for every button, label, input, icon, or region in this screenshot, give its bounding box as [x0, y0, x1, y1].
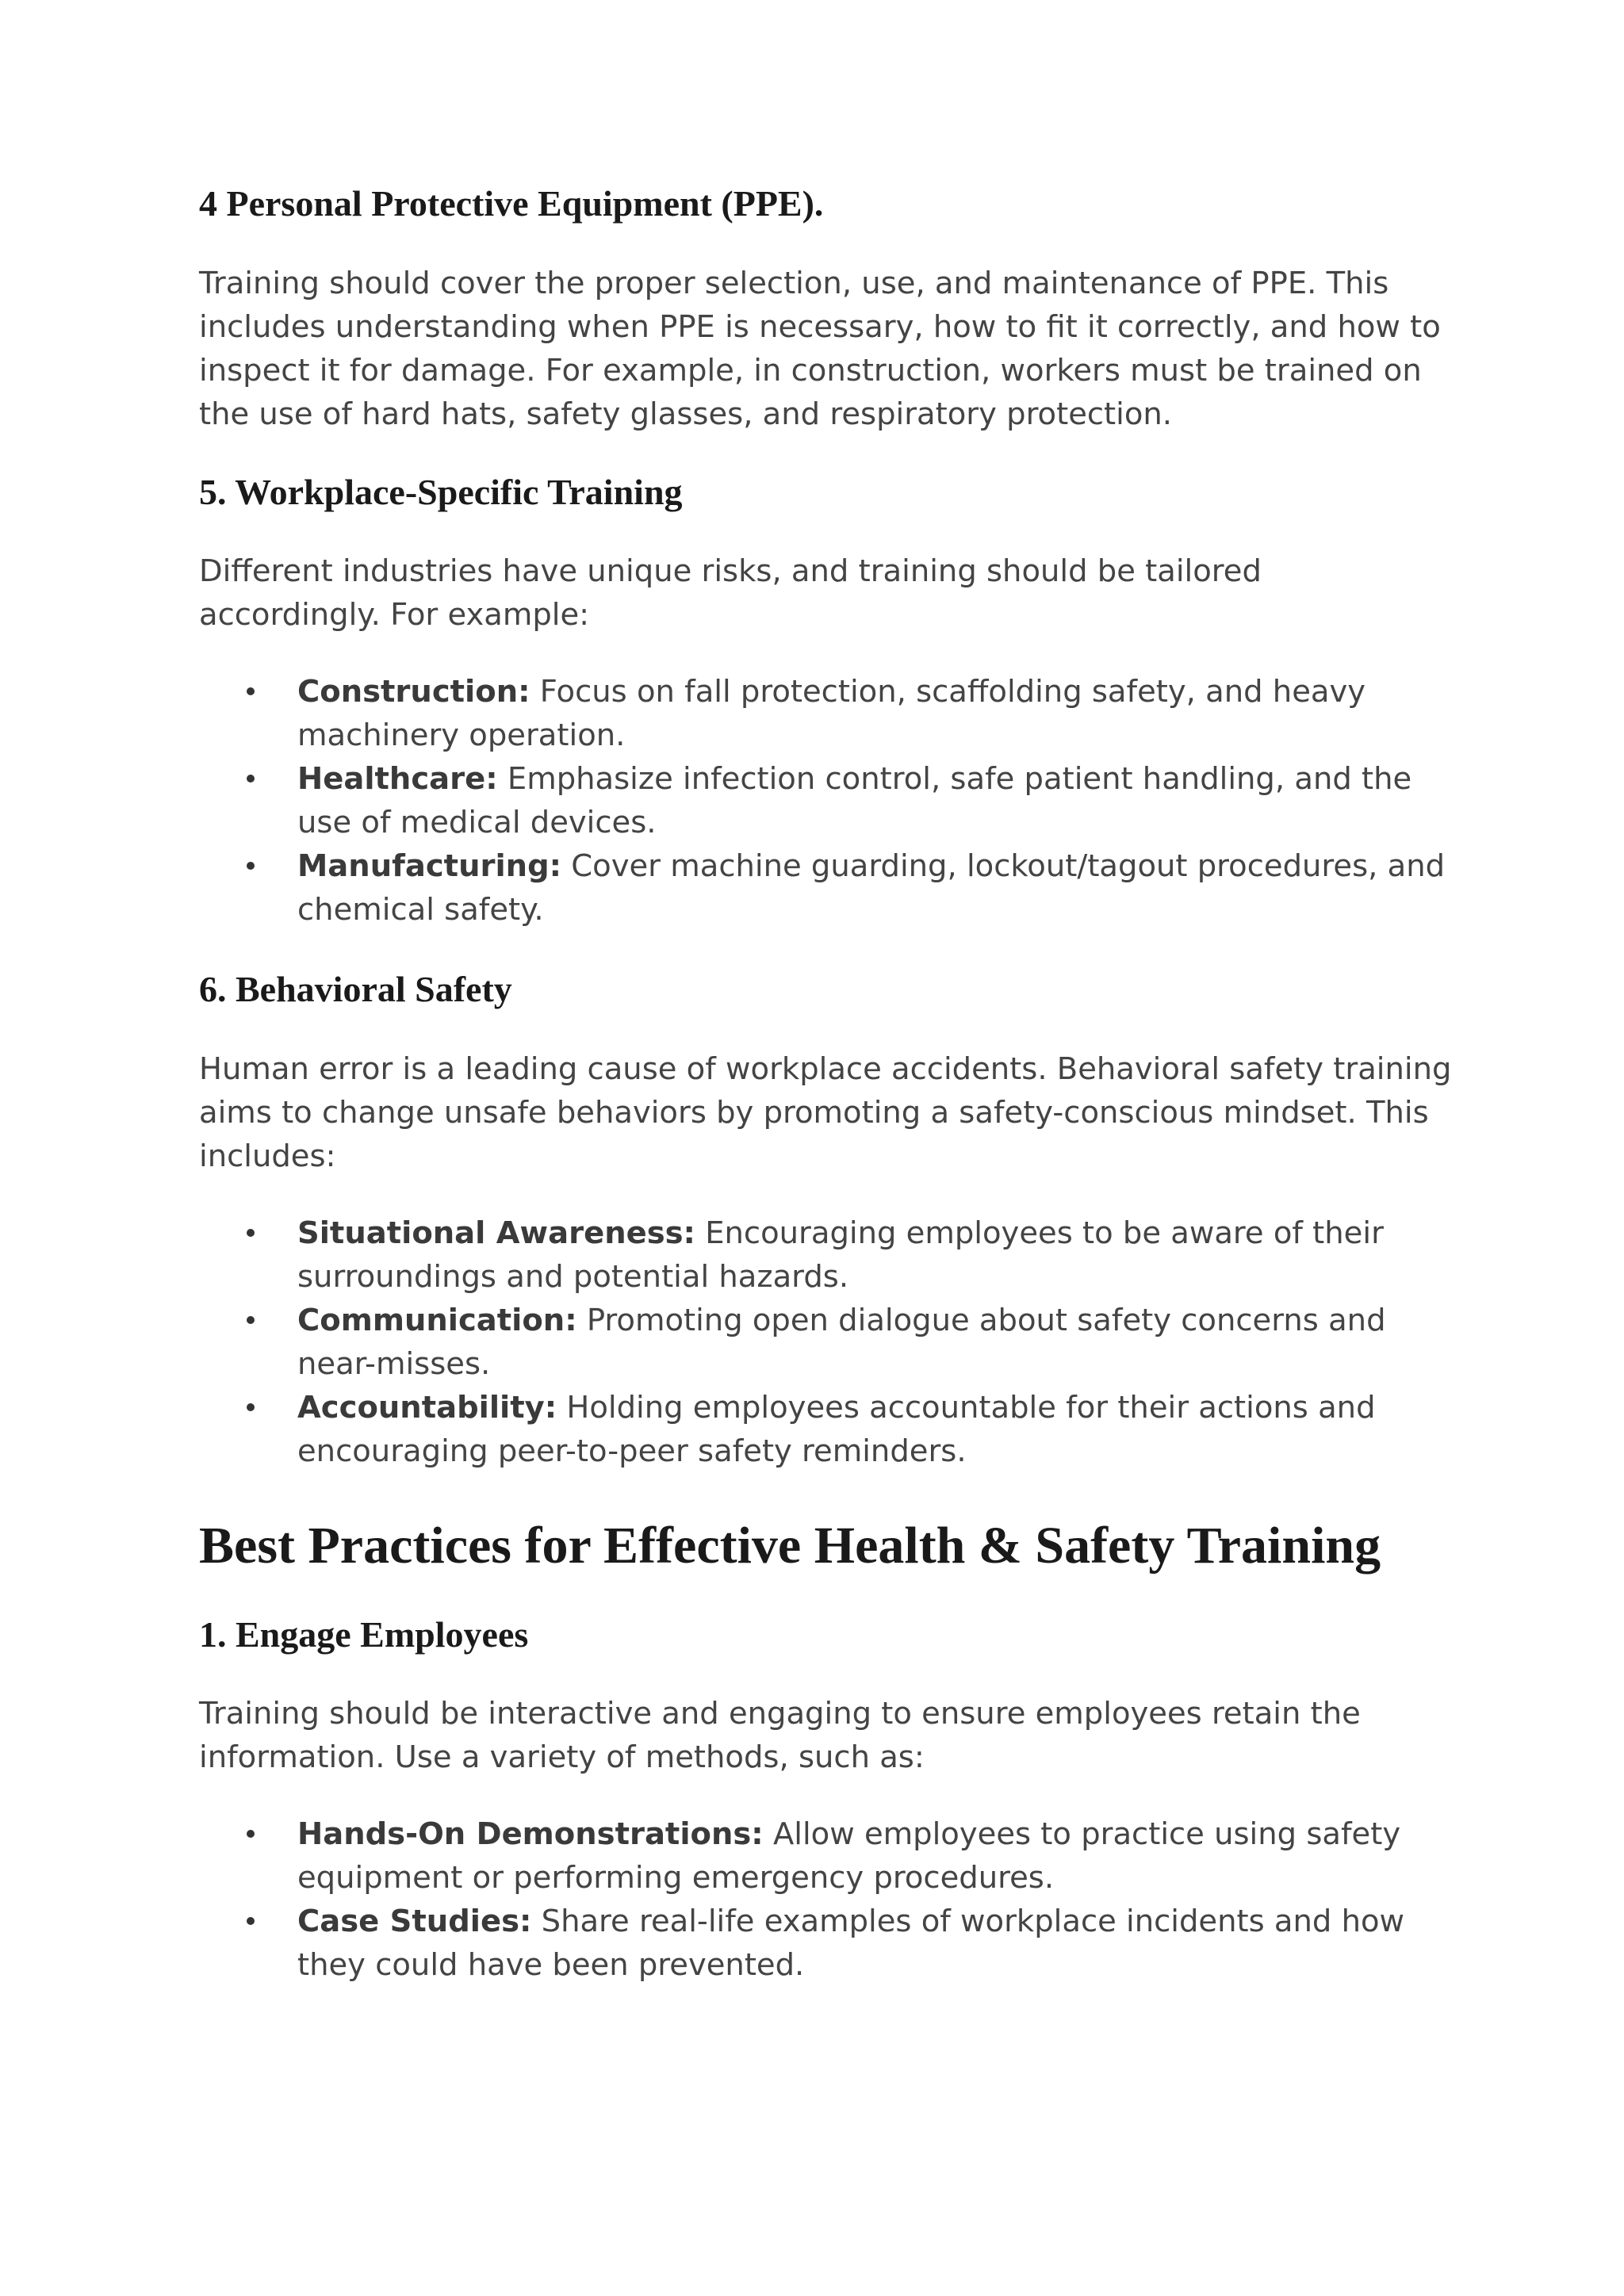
section-paragraph-ppe: Training should cover the proper selection, use, and maintenance of PPE. This includes understanding when PPE is necessary, how to fit it correctly, and how to inspect it for damage. For example, in construction, workers must be trained on the use of hard hats, safety glasses, and respiratory protection.: [199, 265, 1441, 432]
document-content: [199, 181, 1452, 1987]
list-item-text: Share real-life examples of workplace incidents and how they could have been prevented.: [297, 1904, 1405, 1984]
list-item-text: Focus on fall protection, scaffolding safety, and heavy machinery operation.: [297, 674, 1366, 753]
list-item: [199, 1211, 1452, 1299]
list-item: [199, 1812, 1452, 1900]
bullet-icon: [247, 1229, 255, 1237]
bullet-icon: [247, 687, 255, 695]
bullet-list-behavioral: [199, 1211, 1452, 1473]
list-item-text: Promoting open dialogue about safety concerns and near-misses.: [297, 1302, 1386, 1382]
section-paragraph-engage: Training should be interactive and engaging to ensure employees retain the information. Use a variety of methods, such as:: [199, 1696, 1361, 1776]
section-heading-ppe: 4 Personal Protective Equipment (PPE).: [199, 183, 824, 224]
list-item: [199, 1386, 1452, 1473]
bullet-icon: [247, 1830, 255, 1838]
bullet-icon: [247, 775, 255, 783]
list-item-text: Cover machine guarding, lockout/tagout procedures, and chemical safety.: [297, 848, 1446, 928]
list-item: [199, 1299, 1452, 1386]
list-item-term: Hands-On Demonstrations:: [297, 1816, 764, 1853]
bullet-icon: [247, 1917, 255, 1925]
list-item-term: Case Studies:: [297, 1904, 532, 1940]
bullet-icon: [247, 1403, 255, 1411]
list-item: [199, 844, 1452, 932]
section-paragraph-behavioral: Human error is a leading cause of workplace accidents. Behavioral safety training aims to change unsafe behaviors by promoting a safety-conscious mindset. This includes:: [199, 1050, 1452, 1174]
bullet-list-industries: [199, 670, 1452, 932]
section-heading-engage: 1. Engage Employees: [199, 1613, 529, 1655]
list-item-text: Holding employees accountable for their actions and encouraging peer-to-peer safety reminders.: [297, 1389, 1376, 1469]
list-item-term: Manufacturing:: [297, 848, 562, 884]
list-item-term: Communication:: [297, 1302, 577, 1338]
list-item-term: Situational Awareness:: [297, 1215, 695, 1251]
list-item: [199, 757, 1452, 844]
section-heading-behavioral: 6. Behavioral Safety: [199, 969, 512, 1009]
list-item-term: Accountability:: [297, 1389, 557, 1425]
list-item-term: Construction:: [297, 674, 530, 710]
bullet-icon: [247, 862, 255, 870]
section-heading-workplace-specific: 5. Workplace-Specific Training: [199, 471, 683, 512]
list-item-term: Healthcare:: [297, 761, 498, 797]
list-item: [199, 670, 1452, 757]
bullet-list-methods: [199, 1812, 1452, 1987]
list-item-text: Encouraging employees to be aware of their surroundings and potential hazards.: [297, 1215, 1384, 1295]
list-item: [199, 1900, 1452, 1987]
list-item-text: Emphasize infection control, safe patient handling, and the use of medical devices.: [297, 761, 1412, 840]
bullet-icon: [247, 1316, 255, 1324]
page-section-title-best-practices: Best Practices for Effective Health & Safety Training: [199, 1516, 1381, 1575]
list-item-text: Allow employees to practice using safety equipment or performing emergency procedures.: [297, 1816, 1401, 1896]
section-paragraph-workplace-specific: Different industries have unique risks, and training should be tailored accordingly. For example:: [199, 553, 1262, 633]
